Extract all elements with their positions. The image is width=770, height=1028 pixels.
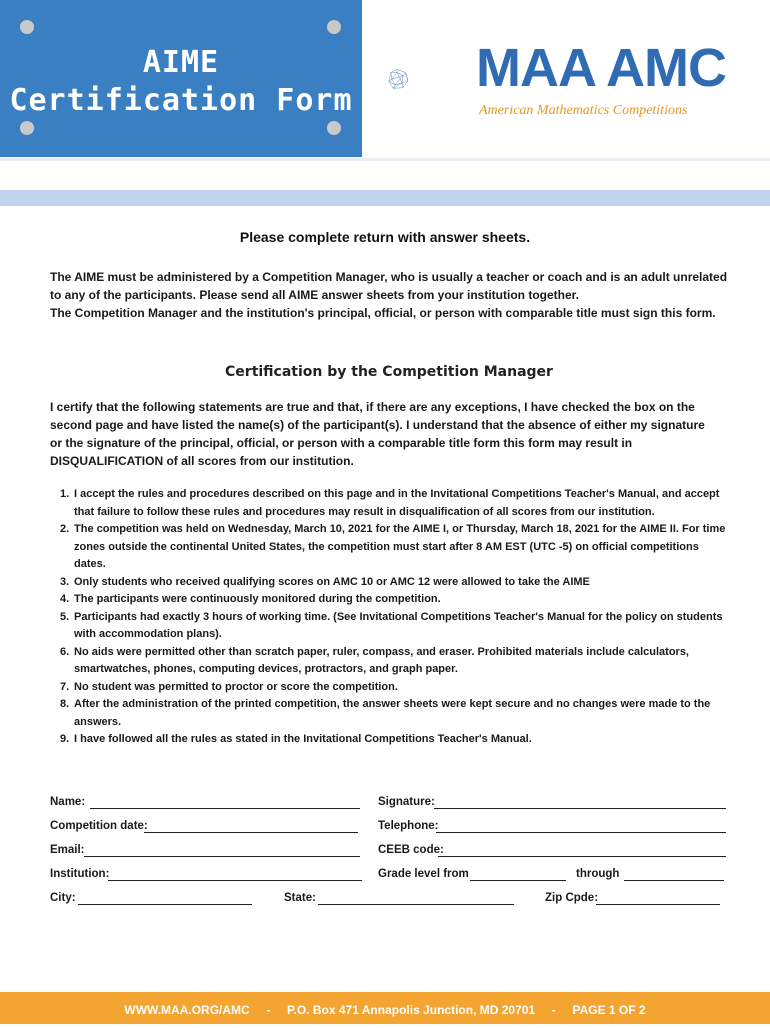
corner-dot-icon	[20, 121, 34, 135]
instruction-heading: Please complete return with answer sheets.	[0, 229, 770, 245]
state-input[interactable]	[318, 904, 514, 905]
header-band	[0, 190, 770, 206]
city-label: City:	[50, 892, 76, 904]
page-footer	[0, 992, 770, 1024]
telephone-input[interactable]	[436, 832, 726, 833]
footer-separator: -	[266, 1003, 270, 1017]
zip-code-input[interactable]	[596, 904, 720, 905]
name-label: Name:	[50, 796, 85, 808]
list-item: 4. The participants were continuously monitored during the competition.	[60, 591, 730, 609]
telephone-label: Telephone:	[378, 820, 438, 832]
icosahedron-logo-icon	[388, 34, 478, 124]
corner-dot-icon	[20, 20, 34, 34]
list-item: 8. After the administration of the printed competition, the answer sheets were kept secure and no changes were made to the answers.	[60, 696, 730, 731]
city-input[interactable]	[78, 904, 252, 905]
grade-through-label: through	[576, 868, 619, 880]
list-item: 2. The competition was held on Wednesday, March 10, 2021 for the AIME I, or Thursday, March 18, 2021 for the AIME II. For time zones outside the continental United States, the competition must start after 8 AM EST (UTC -5) on official competitions dates.	[60, 521, 730, 574]
certify-paragraph: I certify that the following statements are true and that, if there are any exceptions, I have checked the box on the second page and have listed the name(s) of the participant(s). I understand that the absence of either my signature or the signature of the principal, official, or person with a comparable title form this form may result in DISQUALIFICATION of all scores from our institution.	[50, 398, 730, 470]
header-divider	[0, 158, 770, 161]
list-item: 3. Only students who received qualifying scores on AMC 10 or AMC 12 were allowed to take the AIME	[60, 574, 730, 592]
ceeb-code-label: CEEB code:	[378, 844, 444, 856]
list-item: 9. I have followed all the rules as stated in the Invitational Competitions Teacher's Manual.	[60, 731, 730, 749]
section-title: Certification by the Competition Manager	[0, 364, 770, 380]
email-label: Email:	[50, 844, 85, 856]
list-item: 7. No student was permitted to proctor or score the competition.	[60, 679, 730, 697]
form-header-panel	[0, 0, 362, 157]
logo-subtitle: American Mathematics Competitions	[479, 103, 687, 119]
competition-date-input[interactable]	[144, 832, 358, 833]
signature-label: Signature:	[378, 796, 435, 808]
competition-date-label: Competition date:	[50, 820, 148, 832]
footer-page-number: PAGE 1 OF 2	[572, 1003, 645, 1017]
state-label: State:	[284, 892, 316, 904]
email-input[interactable]	[84, 856, 360, 857]
intro-paragraph: The AIME must be administered by a Competition Manager, who is usually a teacher or coach and is an adult unrelated to any of the participants. Please send all AIME answer sheets from your institution together. The Competition Manager and the institution's principal, official, or person with comparable title must sign this form.	[50, 268, 730, 322]
signature-input[interactable]	[434, 808, 726, 809]
ceeb-code-input[interactable]	[438, 856, 726, 857]
zip-code-label: Zip Cpde:	[545, 892, 598, 904]
grade-level-from-label: Grade level from	[378, 868, 469, 880]
grade-level-from-input[interactable]	[470, 880, 566, 881]
institution-input[interactable]	[108, 880, 362, 881]
corner-dot-icon	[327, 20, 341, 34]
logo-wordmark: MAA AMC	[476, 38, 726, 98]
corner-dot-icon	[327, 121, 341, 135]
statement-list	[60, 486, 730, 749]
footer-separator: -	[552, 1003, 556, 1017]
footer-address: P.O. Box 471 Annapolis Junction, MD 20701	[287, 1003, 535, 1017]
institution-label: Institution:	[50, 868, 109, 880]
footer-website-link[interactable]: WWW.MAA.ORG/AMC	[124, 1003, 249, 1017]
list-item: 6. No aids were permitted other than scratch paper, ruler, compass, and eraser. Prohibited materials include calculators, smartwatches, phones, computing devices, protractors, and graph paper.	[60, 644, 730, 679]
grade-level-through-input[interactable]	[624, 880, 724, 881]
list-item: 5. Participants had exactly 3 hours of working time. (See Invitational Competitions Teacher's Manual for the policy on students with accommodation plans).	[60, 609, 730, 644]
list-item: 1. I accept the rules and procedures described on this page and in the Invitational Competitions Teacher's Manual, and accept that failure to follow these rules and procedures may result in disqualification of all scores from our institution.	[60, 486, 730, 521]
name-input[interactable]	[90, 808, 360, 809]
page-title: AIME Certification Form	[0, 44, 362, 120]
